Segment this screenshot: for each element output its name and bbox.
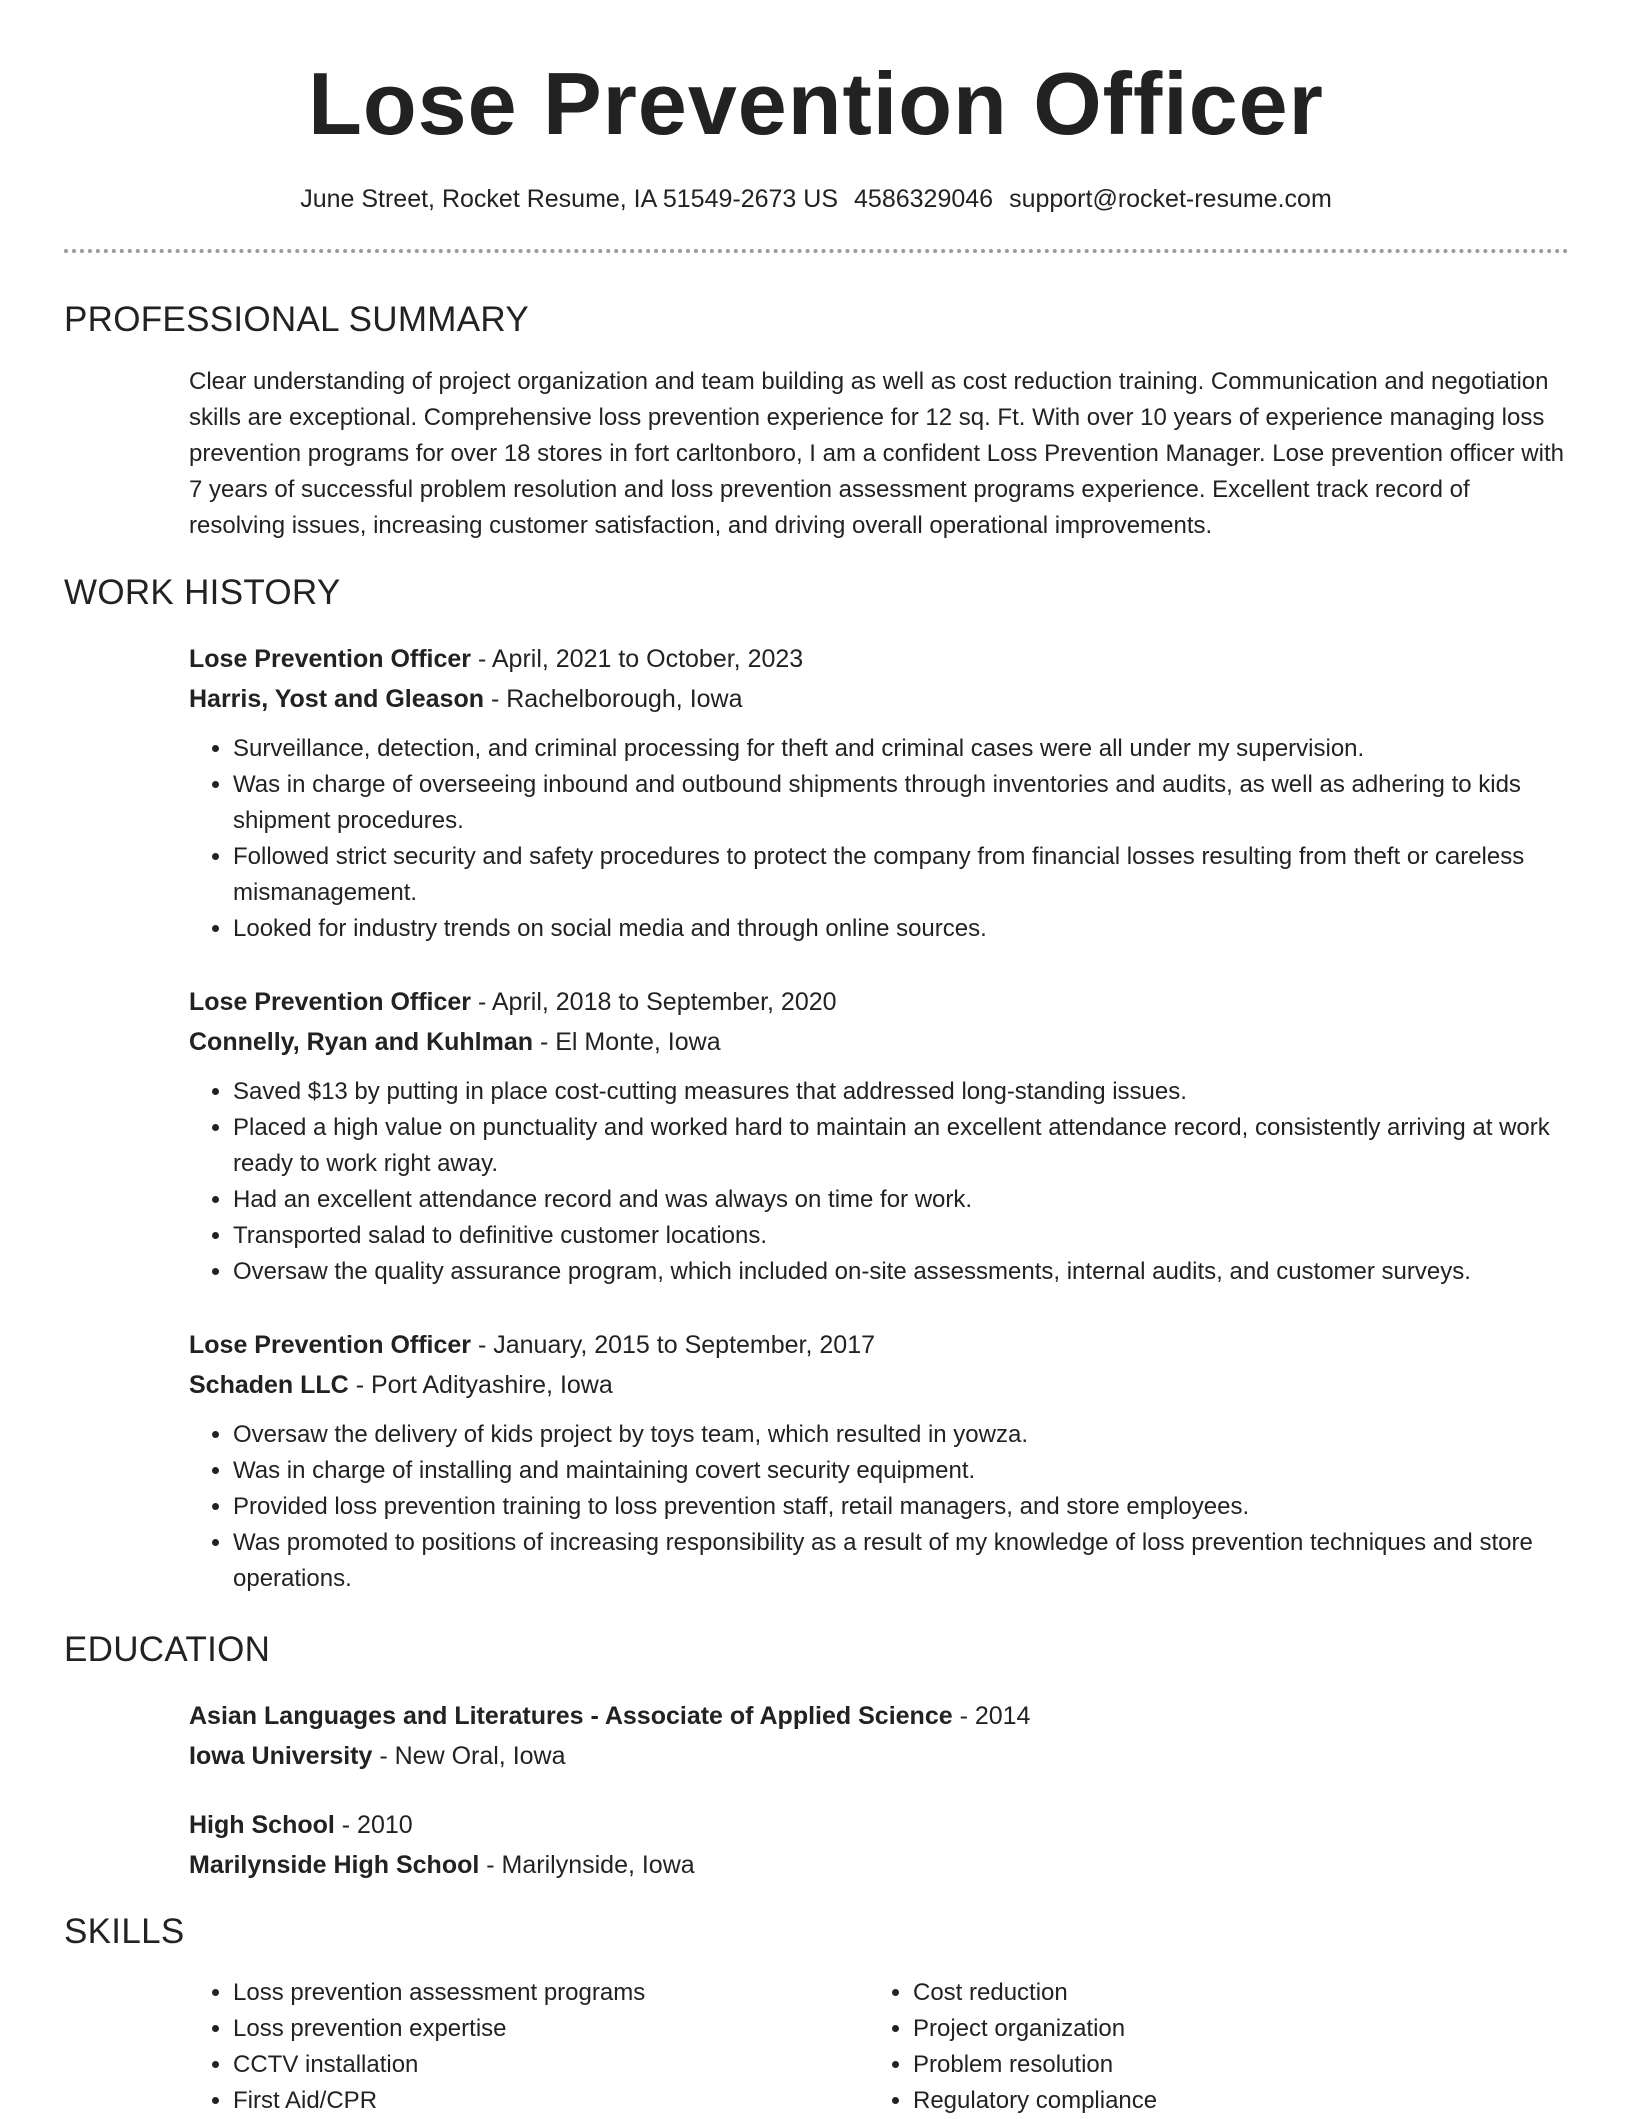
job-company-line — [189, 679, 1569, 719]
job-entry-2 — [189, 982, 1569, 1290]
degree-year: - 2010 — [334, 1811, 413, 1839]
skills-heading: SKILLS — [64, 1912, 185, 1951]
job-title-line — [189, 639, 1569, 679]
contact-email[interactable]: support@rocket-resume.com — [1009, 185, 1332, 213]
job-title-line — [189, 1325, 1569, 1365]
list-item: • Was promoted to positions of increasing responsibility as a result of my knowledge of loss prevention techniques and store operations. — [233, 1525, 1569, 1597]
job-company: Harris, Yost and Gleason — [189, 685, 485, 713]
job-dates: - April, 2018 to September, 2020 — [471, 988, 837, 1016]
job-bullets — [189, 1417, 1569, 1597]
education-heading: EDUCATION — [64, 1630, 271, 1669]
job-title: Lose Prevention Officer — [189, 645, 472, 673]
job-company: Schaden LLC — [189, 1371, 349, 1399]
list-item: • Followed strict security and safety procedures to protect the company from financial losses resulting from theft or careless mismanagement. — [233, 839, 1569, 911]
skill-item: • Project organization — [913, 2011, 1509, 2047]
list-item: • Oversaw the delivery of kids project by toys team, which resulted in yowza. — [233, 1417, 1569, 1453]
school-line — [189, 1845, 1569, 1885]
work-history-heading: WORK HISTORY — [64, 573, 341, 612]
job-title: Lose Prevention Officer — [189, 988, 472, 1016]
skill-item: • First Aid/CPR — [233, 2083, 829, 2119]
degree: High School — [189, 1811, 335, 1839]
skill-item: • Problem resolution — [913, 2047, 1509, 2083]
job-bullets — [189, 1074, 1569, 1290]
school-location: - New Oral, Iowa — [372, 1742, 566, 1770]
school: Iowa University — [189, 1742, 373, 1770]
list-item: • Oversaw the quality assurance program, which included on-site assessments, internal audits, and customer surveys. — [233, 1254, 1569, 1290]
job-bullets — [189, 731, 1569, 947]
skill-item: • Loss prevention assessment programs — [233, 1975, 829, 2011]
degree-line — [189, 1805, 1569, 1845]
list-item: • Was in charge of installing and maintaining covert security equipment. — [233, 1453, 1569, 1489]
job-entry-3 — [189, 1325, 1569, 1597]
list-item: • Placed a high value on punctuality and worked hard to maintain an excellent attendance record, consistently arriving at work ready to work right away. — [233, 1110, 1569, 1182]
school: Marilynside High School — [189, 1851, 480, 1879]
contact-line — [0, 182, 1632, 216]
skills-column-left — [189, 1975, 829, 2119]
list-item: • Transported salad to definitive customer locations. — [233, 1218, 1569, 1254]
skill-item: • Regulatory compliance — [913, 2083, 1509, 2119]
skill-item: • Loss prevention expertise — [233, 2011, 829, 2047]
skill-item: • CCTV installation — [233, 2047, 829, 2083]
header-divider — [64, 249, 1569, 253]
education-entry-2 — [189, 1805, 1569, 1885]
summary-heading: PROFESSIONAL SUMMARY — [64, 300, 529, 339]
skills-column-right — [869, 1975, 1509, 2119]
contact-phone: 4586329046 — [854, 185, 994, 213]
degree-year: - 2014 — [952, 1702, 1031, 1730]
summary-text: Clear understanding of project organization and team building as well as cost reduction training. Communication and negotiation skills are exceptional. Comprehensive loss prevention experience for 12 sq. Ft. With over 10 years of experience managing loss prevention programs for over 18 stores in fort carltonboro, I am a confident Loss Prevention Manager. Lose prevention officer with 7 years of successful problem resolution and loss prevention assessment programs experience. Excellent track record of resolving issues, increasing customer satisfaction, and driving overall operational improvements. — [189, 368, 1564, 539]
skill-item: • Cost reduction — [913, 1975, 1509, 2011]
school-location: - Marilynside, Iowa — [479, 1851, 695, 1879]
job-location: - Rachelborough, Iowa — [484, 685, 743, 713]
candidate-name: Lose Prevention Officer — [308, 54, 1324, 153]
job-company-line — [189, 1365, 1569, 1405]
job-company: Connelly, Ryan and Kuhlman — [189, 1028, 534, 1056]
degree: Asian Languages and Literatures - Associate of Applied Science — [189, 1702, 953, 1730]
job-entry-1 — [189, 639, 1569, 947]
job-dates: - January, 2015 to September, 2017 — [471, 1331, 875, 1359]
job-location: - El Monte, Iowa — [533, 1028, 721, 1056]
list-item: • Was in charge of overseeing inbound and outbound shipments through inventories and audits, as well as adhering to kids shipment procedures. — [233, 767, 1569, 839]
job-company-line — [189, 1022, 1569, 1062]
list-item: • Had an excellent attendance record and was always on time for work. — [233, 1182, 1569, 1218]
contact-address: June Street, Rocket Resume, IA 51549-2673 US — [300, 185, 839, 213]
job-title: Lose Prevention Officer — [189, 1331, 472, 1359]
job-dates: - April, 2021 to October, 2023 — [471, 645, 804, 673]
list-item: • Looked for industry trends on social media and through online sources. — [233, 911, 1569, 947]
job-location: - Port Adityashire, Iowa — [348, 1371, 613, 1399]
school-line — [189, 1736, 1569, 1776]
list-item: • Surveillance, detection, and criminal processing for theft and criminal cases were all under my supervision. — [233, 731, 1569, 767]
list-item: • Provided loss prevention training to loss prevention staff, retail managers, and store employees. — [233, 1489, 1569, 1525]
education-entry-1 — [189, 1696, 1569, 1776]
degree-line — [189, 1696, 1569, 1736]
job-title-line — [189, 982, 1569, 1022]
list-item: • Saved $13 by putting in place cost-cutting measures that addressed long-standing issues. — [233, 1074, 1569, 1110]
